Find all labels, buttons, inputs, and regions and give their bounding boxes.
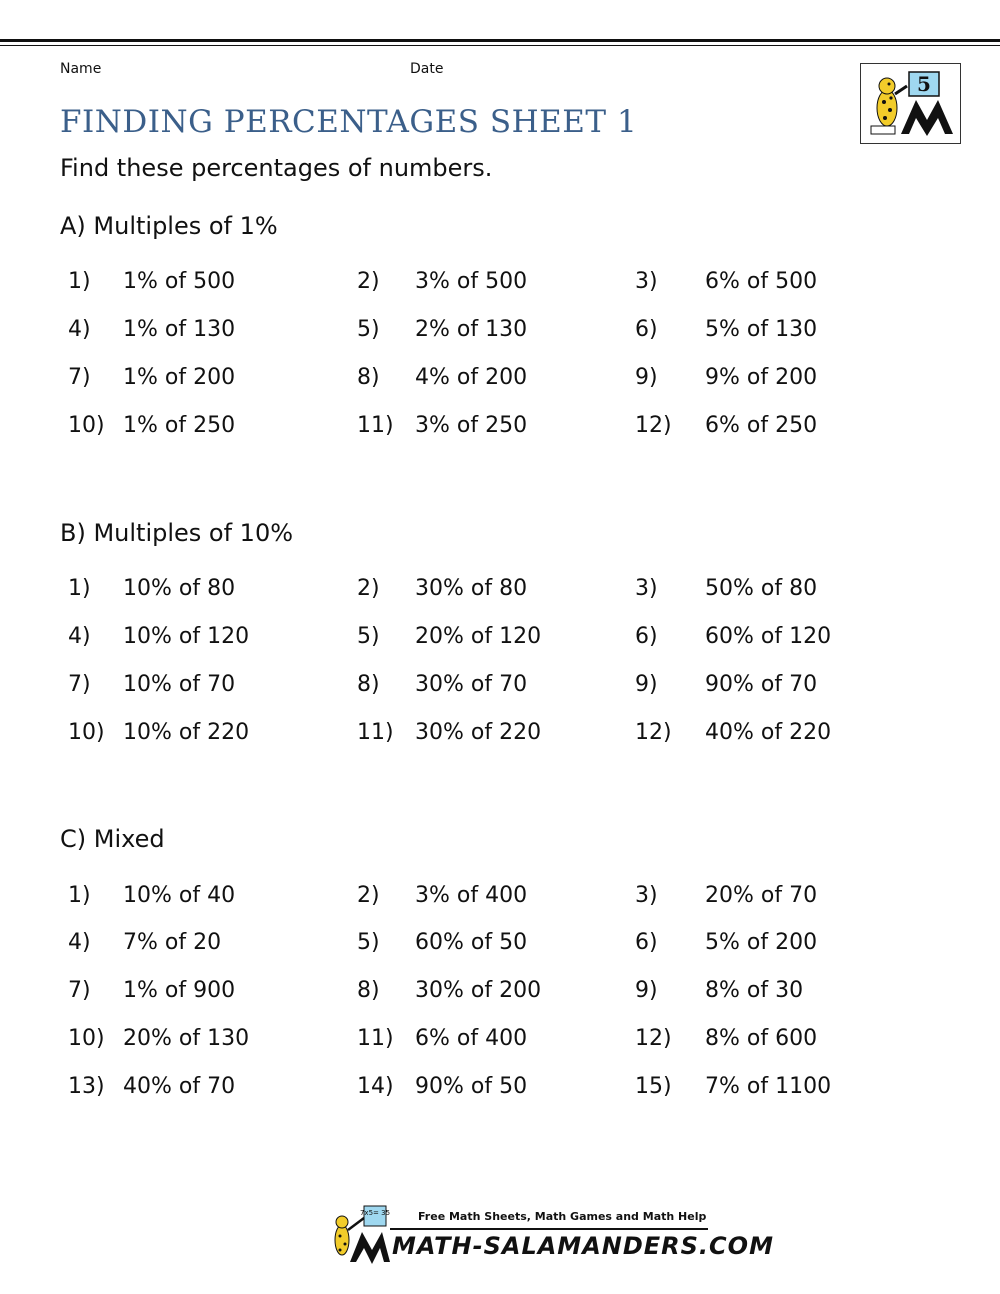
problem-text: 3% of 400 xyxy=(415,883,528,908)
problem-number: 10) xyxy=(68,720,105,745)
top-rule-thin xyxy=(0,45,1000,46)
problem-text: 7% of 20 xyxy=(123,930,222,955)
problem-text: 40% of 70 xyxy=(123,1074,236,1099)
date-label: Date xyxy=(410,61,444,77)
problem-number: 15) xyxy=(635,1074,672,1099)
problem-text: 8% of 600 xyxy=(705,1026,818,1051)
problem-text: 4% of 200 xyxy=(415,365,528,390)
problem-text: 40% of 220 xyxy=(705,720,832,745)
grade-badge-number: 5 xyxy=(917,72,931,96)
problem-text: 10% of 70 xyxy=(123,672,236,697)
problem-number: 2) xyxy=(357,269,380,294)
problem-row xyxy=(0,881,1000,911)
problem-number: 10) xyxy=(68,413,105,438)
problem-number: 3) xyxy=(635,576,658,601)
footer-salamander-icon xyxy=(320,1202,390,1264)
problem-number: 11) xyxy=(357,720,394,745)
problem-text: 10% of 40 xyxy=(123,883,236,908)
problem-number: 3) xyxy=(635,883,658,908)
problem-text: 10% of 80 xyxy=(123,576,236,601)
problem-number: 2) xyxy=(357,883,380,908)
problem-number: 7) xyxy=(68,978,91,1003)
problem-row xyxy=(0,1072,1000,1102)
problem-number: 12) xyxy=(635,1026,672,1051)
problem-number: 6) xyxy=(635,624,658,649)
problem-text: 1% of 250 xyxy=(123,413,236,438)
problem-number: 7) xyxy=(68,365,91,390)
problem-number: 8) xyxy=(357,365,380,390)
problem-text: 20% of 70 xyxy=(705,883,818,908)
problem-text: 1% of 900 xyxy=(123,978,236,1003)
problem-text: 5% of 130 xyxy=(705,317,818,342)
instructions: Find these percentages of numbers. xyxy=(60,154,493,182)
problem-text: 3% of 500 xyxy=(415,269,528,294)
grade-logo xyxy=(860,63,961,144)
problem-text: 90% of 50 xyxy=(415,1074,528,1099)
problem-number: 11) xyxy=(357,1026,394,1051)
salamander-logo-icon xyxy=(861,64,960,143)
problem-row xyxy=(0,622,1000,652)
problem-number: 2) xyxy=(357,576,380,601)
problem-text: 5% of 200 xyxy=(705,930,818,955)
problem-text: 10% of 220 xyxy=(123,720,250,745)
section-title-b: B) Multiples of 10% xyxy=(60,519,294,547)
problem-row xyxy=(0,315,1000,345)
problem-number: 13) xyxy=(68,1074,105,1099)
problem-number: 10) xyxy=(68,1026,105,1051)
problem-number: 9) xyxy=(635,978,658,1003)
footer-mini-board: 7x5= 35 xyxy=(359,1209,390,1217)
problem-number: 4) xyxy=(68,317,91,342)
problem-text: 6% of 400 xyxy=(415,1026,528,1051)
footer-logo xyxy=(320,1198,774,1268)
problem-number: 6) xyxy=(635,317,658,342)
m-letter-icon xyxy=(901,100,953,136)
problem-number: 6) xyxy=(635,930,658,955)
problem-text: 20% of 120 xyxy=(415,624,542,649)
problem-text: 9% of 200 xyxy=(705,365,818,390)
problem-row xyxy=(0,718,1000,748)
problem-number: 14) xyxy=(357,1074,394,1099)
problem-row xyxy=(0,670,1000,700)
problem-row xyxy=(0,411,1000,441)
top-rule xyxy=(0,39,1000,42)
salamander-head-icon xyxy=(879,78,895,94)
problem-text: 20% of 130 xyxy=(123,1026,250,1051)
problem-text: 8% of 30 xyxy=(705,978,804,1003)
problem-number: 8) xyxy=(357,978,380,1003)
problem-number: 3) xyxy=(635,269,658,294)
problem-number: 12) xyxy=(635,720,672,745)
problem-text: 60% of 50 xyxy=(415,930,528,955)
problem-text: 30% of 70 xyxy=(415,672,528,697)
problem-number: 5) xyxy=(357,930,380,955)
problem-number: 7) xyxy=(68,672,91,697)
problem-number: 12) xyxy=(635,413,672,438)
problem-text: 30% of 80 xyxy=(415,576,528,601)
problem-row xyxy=(0,928,1000,958)
problem-number: 4) xyxy=(68,930,91,955)
page-title: FINDING PERCENTAGES SHEET 1 xyxy=(60,104,638,140)
problem-text: 1% of 200 xyxy=(123,365,236,390)
problem-row xyxy=(0,363,1000,393)
name-label: Name xyxy=(60,61,102,77)
footer-divider xyxy=(390,1228,708,1230)
problem-text: 50% of 80 xyxy=(705,576,818,601)
problem-text: 10% of 120 xyxy=(123,624,250,649)
problem-number: 1) xyxy=(68,269,91,294)
problem-number: 1) xyxy=(68,576,91,601)
problem-number: 4) xyxy=(68,624,91,649)
problem-number: 9) xyxy=(635,672,658,697)
problem-text: 90% of 70 xyxy=(705,672,818,697)
problem-text: 30% of 200 xyxy=(415,978,542,1003)
problem-text: 7% of 1100 xyxy=(705,1074,832,1099)
problem-row xyxy=(0,976,1000,1006)
footer-tagline: Free Math Sheets, Math Games and Math Help xyxy=(418,1210,707,1223)
problem-text: 6% of 500 xyxy=(705,269,818,294)
section-title-c: C) Mixed xyxy=(60,825,165,853)
problem-text: 60% of 120 xyxy=(705,624,832,649)
problem-number: 11) xyxy=(357,413,394,438)
problem-number: 9) xyxy=(635,365,658,390)
footer-brand: MATH-SALAMANDERS.COM xyxy=(392,1232,774,1260)
problem-row xyxy=(0,1024,1000,1054)
problem-number: 5) xyxy=(357,624,380,649)
problem-text: 1% of 130 xyxy=(123,317,236,342)
problem-text: 2% of 130 xyxy=(415,317,528,342)
problem-text: 6% of 250 xyxy=(705,413,818,438)
problem-number: 1) xyxy=(68,883,91,908)
problem-text: 30% of 220 xyxy=(415,720,542,745)
problem-text: 1% of 500 xyxy=(123,269,236,294)
problem-number: 8) xyxy=(357,672,380,697)
problem-text: 3% of 250 xyxy=(415,413,528,438)
problem-row xyxy=(0,574,1000,604)
salamander-body-icon xyxy=(877,90,897,126)
problem-number: 5) xyxy=(357,317,380,342)
section-title-a: A) Multiples of 1% xyxy=(60,212,278,240)
problem-row xyxy=(0,267,1000,297)
